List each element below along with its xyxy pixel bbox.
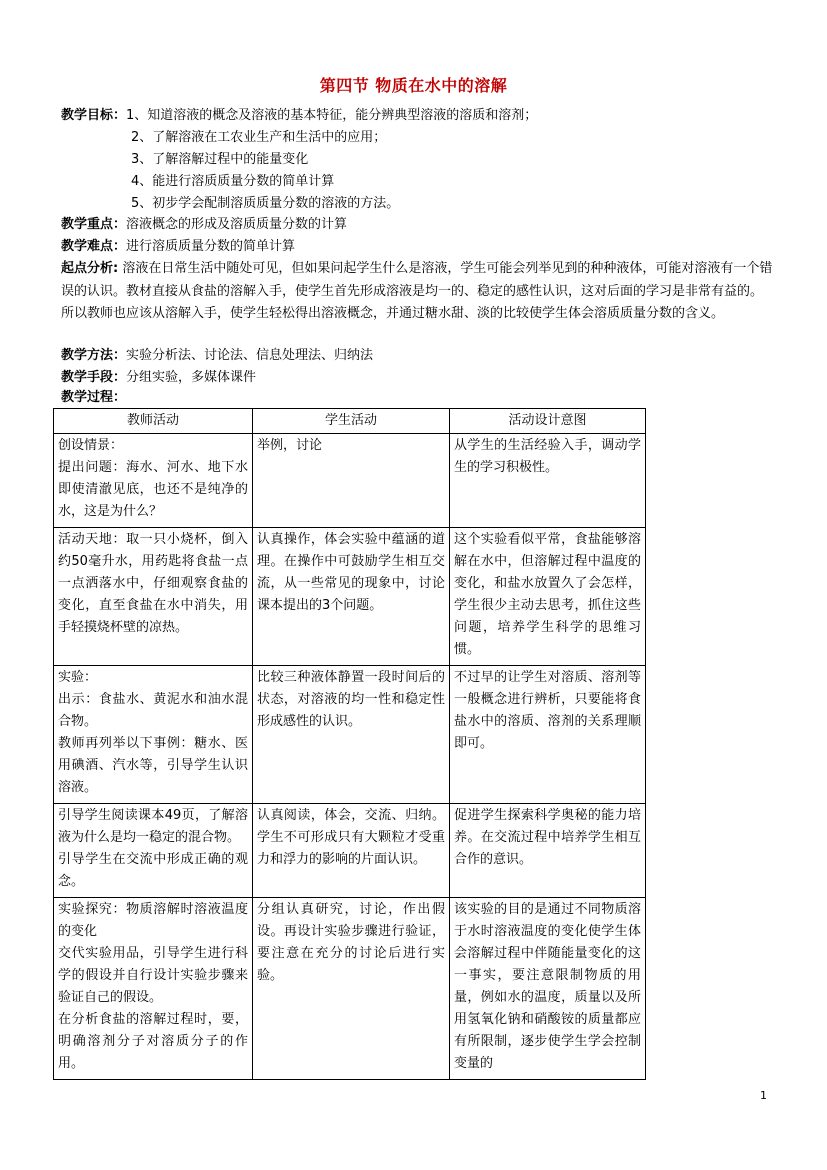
start-analysis-paragraph	[61, 258, 773, 326]
key-point-line	[61, 214, 347, 236]
table-row	[54, 898, 646, 1080]
table-row	[54, 434, 646, 528]
teacher-activity-cell: 实验： 出示：食盐水、黄泥水和油水混合物。 教师再列举以下事例：糖水、医用碘酒、汽水等，引导学生认识溶液。	[54, 666, 253, 804]
key-point-label: 教学重点：	[61, 217, 127, 232]
methods-text: 实验分析法、讨论法、信息处理法、归纳法	[126, 348, 374, 363]
lesson-process-table	[53, 408, 646, 1080]
header-design-intent: 活动设计意图	[450, 409, 646, 434]
objective-item-3: 3、了解溶解过程中的能量变化	[131, 152, 309, 167]
key-point-text: 溶液概念的形成及溶质质量分数的计算	[126, 217, 348, 232]
process-label: 教学过程：	[61, 390, 127, 405]
objective-item-2: 2、了解溶液在工农业生产和生活中的应用；	[131, 130, 387, 145]
difficulty-line	[61, 236, 295, 258]
header-teacher-activity: 教师活动	[54, 409, 253, 434]
methods-line	[61, 345, 373, 367]
difficulty-text: 进行溶质质量分数的简单计算	[126, 239, 296, 254]
design-intent-cell: 该实验的目的是通过不同物质溶于水时溶液温度的变化使学生体会溶解过程中伴随能量变化的这一事实，要注意限制物质的用量，例如水的温度，质量以及所用氢氧化钠和硝酸铵的质量都应有所限制，逐步使学生学会控制变量的	[450, 898, 646, 1080]
teacher-activity-cell: 创设情景： 提出问题：海水、河水、地下水即使清澈见底，也还不是纯净的水，这是为什么？	[54, 434, 253, 528]
methods-label: 教学方法：	[61, 348, 127, 363]
means-label: 教学手段：	[61, 370, 127, 385]
table-row	[54, 666, 646, 804]
analysis-text: 溶液在日常生活中随处可见，但如果问起学生什么是溶液，学生可能会列举见到的种种液体，可能对溶液有一个错误的认识。教材直接从食盐的溶解入手，使学生首先形成溶液是均一的、稳定的感性认识，这对后面的学习是非常有益的。所以教师也应该从溶解入手，使学生轻松得出溶液概念，并通过糖水甜、淡的比较使学生体会溶质质量分数的含义。	[61, 261, 773, 321]
objective-item-1: 1、知道溶液的概念及溶液的基本特征，能分辨典型溶液的溶质和溶剂；	[126, 108, 538, 123]
design-intent-cell: 不过早的让学生对溶质、溶剂等一般概念进行辨析，只要能将食盐水中的溶质、溶剂的关系理顺即可。	[450, 666, 646, 804]
table-row	[54, 528, 646, 666]
teacher-activity-cell: 活动天地：取一只小烧杯，倒入约50毫升水，用药匙将食盐一点一点洒落水中，仔细观察食盐的变化，直至食盐在水中消失，用手轻摸烧杯壁的凉热。	[54, 528, 253, 666]
means-line	[61, 367, 256, 389]
objective-item-5: 5、初步学会配制溶质质量分数的溶液的方法。	[131, 196, 400, 211]
design-intent-cell: 从学生的生活经验入手，调动学生的学习积极性。	[450, 434, 646, 528]
objective-item-4: 4、能进行溶质质量分数的简单计算	[131, 174, 335, 189]
page-number: 1	[760, 1089, 767, 1102]
student-activity-cell: 举例，讨论	[253, 434, 450, 528]
difficulty-label: 教学难点：	[61, 239, 127, 254]
objectives-label-text: 教学目标：	[61, 108, 127, 123]
means-text: 分组实验，多媒体课件	[126, 370, 257, 385]
student-activity-cell: 比较三种液体静置一段时间后的状态，对溶液的均一性和稳定性形成感性的认识。	[253, 666, 450, 804]
design-intent-cell: 促进学生探索科学奥秘的能力培养。在交流过程中培养学生相互合作的意识。	[450, 804, 646, 898]
teacher-activity-cell: 实验探究：物质溶解时溶液温度的变化 交代实验用品，引导学生进行科学的假设并自行设计实验步骤来验证自己的假设。 在分析食盐的溶解过程时，要，明确溶剂分子对溶质分子的作用。	[54, 898, 253, 1080]
student-activity-cell: 认真阅读，体会，交流、归纳。学生不可形成只有大颗粒才受重力和浮力的影响的片面认识。	[253, 804, 450, 898]
design-intent-cell: 这个实验看似平常，食盐能够溶解在水中，但溶解过程中温度的变化，和盐水放置久了会怎样，学生很少主动去思考，抓住这些问题，培养学生科学的思维习惯。	[450, 528, 646, 666]
teacher-activity-cell: 引导学生阅读课本49页，了解溶液为什么是均一稳定的混合物。 引导学生在交流中形成正确的观念。	[54, 804, 253, 898]
header-student-activity: 学生活动	[253, 409, 450, 434]
student-activity-cell: 分组认真研究，讨论，作出假设。再设计实验步骤进行验证，要注意在充分的讨论后进行实验。	[253, 898, 450, 1080]
analysis-label: 起点分析:	[61, 261, 119, 276]
process-label-line	[61, 387, 126, 409]
page-title: 第四节 物质在水中的溶解	[319, 76, 508, 95]
table-header-row	[54, 409, 646, 434]
objectives-label	[61, 105, 537, 127]
student-activity-cell: 认真操作，体会实验中蕴涵的道理。在操作中可鼓励学生相互交流，从一些常见的现象中，讨论课本提出的3个问题。	[253, 528, 450, 666]
table-row	[54, 804, 646, 898]
